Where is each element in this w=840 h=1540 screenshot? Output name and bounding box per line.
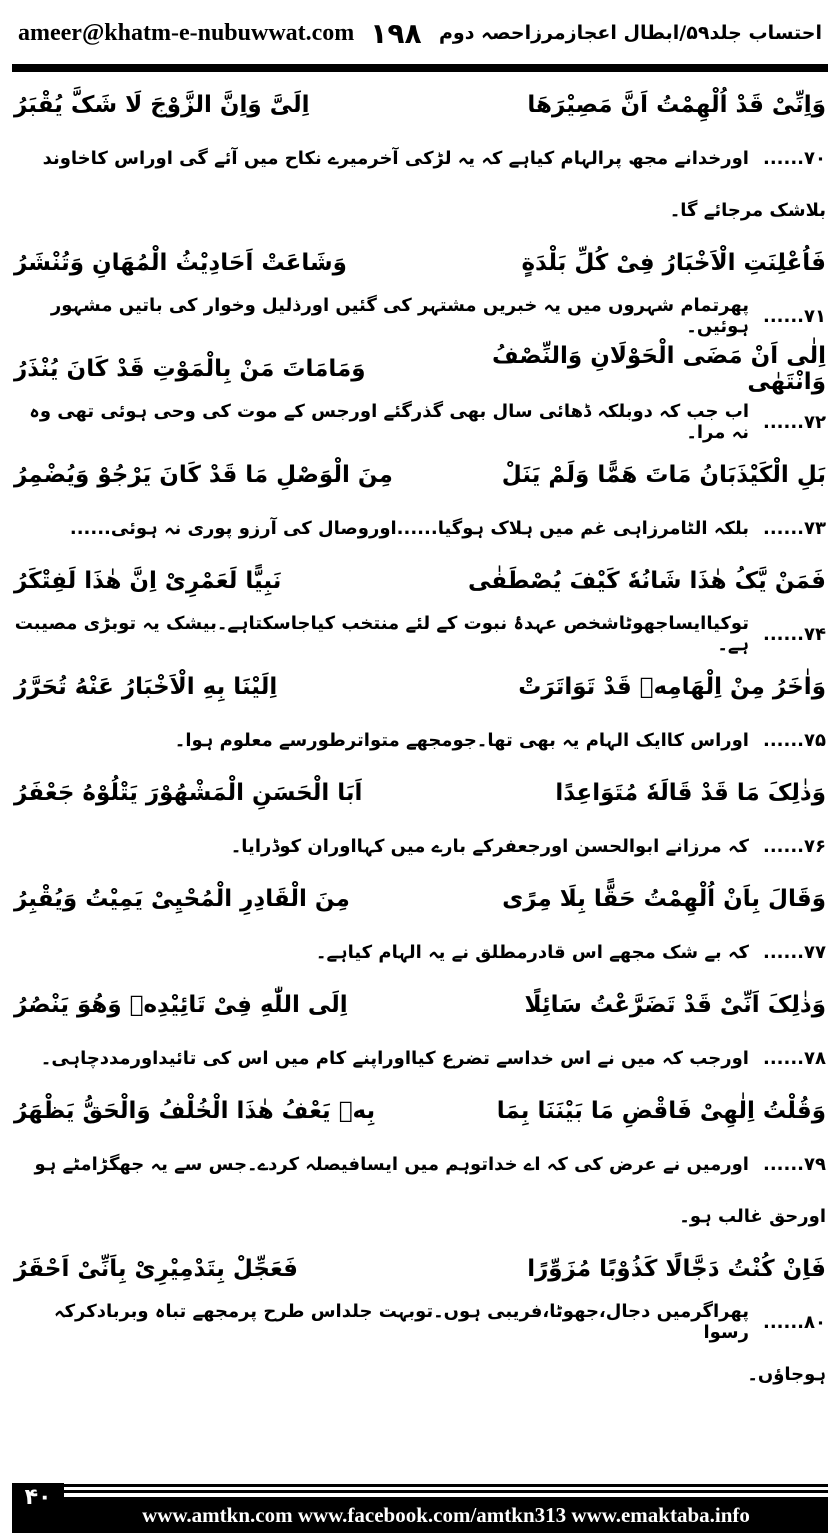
verse-number: ۷۳...... — [762, 517, 826, 539]
verse-number: ۷۱...... — [762, 305, 826, 327]
verse-hemistich-left: وَمَامَاتَ مَنْ بِالْمَوْتِ قَدْ کَانَ یُنْذَرُ — [14, 356, 366, 382]
verse-line — [14, 1242, 826, 1296]
verse-hemistich-right: فَمَنْ یَّکُ هٰذَا شَانُهٗ کَیْفَ یُصْطَفٰی — [467, 568, 826, 594]
verse-line — [14, 660, 826, 714]
footer-links: www.amtkn.com www.facebook.com/amtkn313 www.emaktaba.info — [64, 1497, 828, 1533]
verse-hemistich-right: وَقُلْتُ اِلٰهِیْ فَاقْضِ مَا بَیْنَنَا بِمَا — [496, 1098, 826, 1124]
header-book-title: احتساب جلد۵۹/ابطال اعجازمرزاحصہ دوم — [438, 22, 822, 44]
translation-line — [14, 926, 826, 978]
footer-right — [64, 1483, 828, 1533]
verse-hemistich-left: اِلَیْنَا بِهِ الْاَخْبَارُ عَنْهُ تُحَرَّرُ — [14, 674, 278, 700]
translation-text: اورجب کہ میں نے اس خداسے تضرع کیااوراپنے کام میں اس کی تائیداورمددچاہی۔ — [40, 1047, 749, 1069]
translation-continuation: اورحق غالب ہو۔ — [679, 1205, 826, 1227]
page-footer — [12, 1483, 828, 1533]
verse-hemistich-left: مِنَ الْوَصْلِ مَا قَدْ کَانَ یَرْجُوْ وَیُضْمِرُ — [14, 462, 393, 488]
verse-line — [14, 236, 826, 290]
verse-hemistich-right: فَاِنْ کُنْتُ دَجَّالًا کَذُوْبًا مُزَوِّرًا — [527, 1256, 826, 1282]
translation-text: کہ بے شک مجھے اس قادرمطلق نے یہ الہام کیاہے۔ — [315, 941, 749, 963]
verse-hemistich-left: اِلَیَّ وَاِنَّ الزَّوْجَ لَا شَکَّ یُقْبَرُ — [14, 92, 310, 118]
translation-continuation: ہوجاؤں۔ — [747, 1363, 826, 1385]
footer-page-number: ۴۰ — [12, 1483, 64, 1533]
translation-text: بلکہ الٹامرزاہی غم میں ہلاک ہوگیا......اوروصال کی آرزو پوری نہ ہوئی...... — [69, 517, 749, 539]
translation-text: اوراس کاایک الہام یہ بھی تھا۔جومجھے متواترطورسے معلوم ہوا۔ — [174, 729, 749, 751]
verse-hemistich-right: اِلٰی اَنْ مَضَی الْحَوْلَانِ وَالنِّصْفُ وَانْتَهٰی — [491, 343, 826, 395]
verse-line — [14, 554, 826, 608]
verse-number: ۷۹...... — [762, 1153, 826, 1175]
verse-hemistich-right: فَاُعْلِنَتِ الْاَخْبَارُ فِیْ کُلِّ بَلْدَةٍ — [521, 250, 826, 276]
verse-number: ۷۴...... — [762, 623, 826, 645]
verse-number: ۷۶...... — [762, 835, 826, 857]
verse-hemistich-right: وَذٰلِکَ اَنِّیْ قَدْ تَضَرَّعْتُ سَائِلًا — [524, 992, 826, 1018]
translation-text: اورمیں نے عرض کی کہ اے خداتوہم میں ایسافیصلہ کردے۔جس سے یہ جھگڑامٹے ہو — [34, 1153, 749, 1175]
verse-number: ۷۵...... — [762, 729, 826, 751]
translation-text: اورخدانے مجھ پرالہام کیاہے کہ یہ لڑکی آخرمیرے نکاح میں آئے گی اوراس کاخاوند — [42, 147, 749, 169]
header-email: ameer@khatm-e-nubuwwat.com — [18, 19, 355, 46]
verse-hemistich-right: وَذٰلِکَ مَا قَدْ قَالَهٗ مُتَوَاعِدًا — [555, 780, 826, 806]
verse-hemistich-right: وَاِنِّیْ قَدْ اُلْهِمْتُ اَنَّ مَصِیْرَهَا — [527, 92, 826, 118]
translation-line — [14, 608, 826, 660]
poem-content — [12, 72, 828, 1400]
translation-line — [14, 714, 826, 766]
header-left — [18, 17, 422, 50]
translation-line — [14, 1296, 826, 1348]
verse-hemistich-left: نَبِیًّا لَعَمْرِیْ اِنَّ هٰذَا لَفِتْکَرُ — [14, 568, 282, 594]
verse-number: ۷۲...... — [762, 411, 826, 433]
verse-line — [14, 1084, 826, 1138]
verse-line — [14, 78, 826, 132]
verse-number: ۷۷...... — [762, 941, 826, 963]
translation-text: اب جب کہ دوبلکہ ڈھائی سال بھی گذرگئے اورجس کے موت کی وحی ہوئی تھی وہ نہ مرا۔ — [29, 401, 749, 443]
translation-line — [14, 132, 826, 184]
verse-hemistich-left: اِلَی اللّٰهِ فِیْ تَائِیْدِهٖ وَهُوَ یَنْصُرُ — [14, 992, 348, 1018]
verse-hemistich-right: بَلِ الْکَیْذَبَانُ مَاتَ هَمًّا وَلَمْ یَنَلْ — [501, 462, 826, 488]
verse-line — [14, 766, 826, 820]
header-rule — [12, 64, 828, 72]
translation-line — [14, 396, 826, 448]
verse-hemistich-left: مِنَ الْقَادِرِ الْمُحْیِیْ یَمِیْتُ وَیُقْبِرُ — [14, 886, 350, 912]
verse-hemistich-left: وَشَاعَتْ اَحَادِیْثُ الْمُهَانِ وَتُنْشَرُ — [14, 250, 347, 276]
translation-text: پھرتمام شہروں میں یہ خبریں مشتہر کی گئیں اورذلیل وخوار کی باتیں مشہور ہوئیں۔ — [50, 295, 749, 337]
verse-number: ۸۰...... — [762, 1311, 826, 1333]
translation-text: کہ مرزانے ابوالحسن اورجعفرکے بارے میں کہااوران کوڈرایا۔ — [230, 835, 749, 857]
header-page-number: ۱۹۸ — [370, 16, 422, 50]
verse-hemistich-left: بِهٖ یَعْفُ هٰذَا الْخُلْفُ وَالْحَقُّ یَظْهَرُ — [14, 1098, 376, 1124]
footer-rule — [64, 1484, 828, 1487]
translation-text: پھراگرمیں دجال،جھوٹا،فریبی ہوں۔توبہت جلداس طرح پرمجھے تباہ وبربادکرکہ رسوا — [54, 1301, 749, 1343]
translation-line — [14, 820, 826, 872]
verse-hemistich-right: وَاٰخَرُ مِنْ اِلْهَامِهٖ قَدْ تَوَاتَرَتْ — [518, 674, 826, 700]
verse-number: ۷۸...... — [762, 1047, 826, 1069]
translation-continuation: بلاشک مرجائے گا۔ — [669, 199, 826, 221]
translation-line — [14, 502, 826, 554]
translation-line — [14, 290, 826, 342]
page-header — [12, 8, 828, 58]
verse-hemistich-left: اَبَا الْحَسَنِ الْمَشْهُوْرَ یَتْلُوْهُ جَعْفَرُ — [14, 780, 363, 806]
translation-line — [14, 1032, 826, 1084]
translation-line — [14, 1138, 826, 1190]
verse-line — [14, 978, 826, 1032]
footer-rule — [64, 1490, 828, 1493]
verse-line — [14, 872, 826, 926]
verse-hemistich-right: وَقَالَ بِاَنْ اُلْهِمْتُ حَقًّا بِلَا مِرًی — [502, 886, 826, 912]
verse-number: ۷۰...... — [762, 147, 826, 169]
verse-hemistich-left: فَعَجِّلْ بِتَدْمِیْرِیْ بِاَنِّیْ اَحْقَرُ — [14, 1256, 298, 1282]
verse-line — [14, 448, 826, 502]
translation-text: توکیاایساجھوٹاشخص عہدۂ نبوت کے لئے منتخب کیاجاسکتاہے۔بیشک یہ توبڑی مصیبت ہے۔ — [14, 613, 749, 655]
verse-line — [14, 342, 826, 396]
